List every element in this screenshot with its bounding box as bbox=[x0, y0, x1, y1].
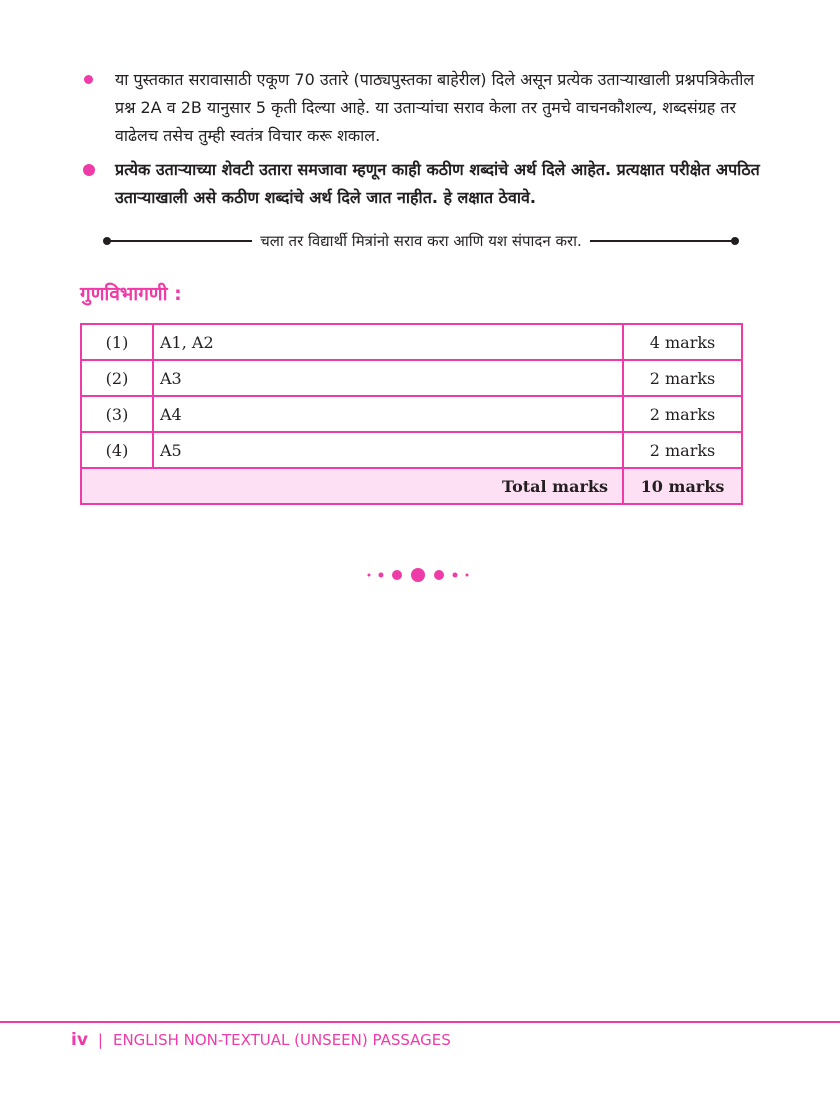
row-label: A5 bbox=[153, 432, 623, 468]
row-marks: 2 marks bbox=[623, 432, 742, 468]
divider bbox=[590, 240, 736, 242]
row-number: (2) bbox=[81, 360, 153, 396]
row-label: A1, A2 bbox=[153, 324, 623, 360]
instruction-item bbox=[82, 66, 762, 150]
dots-ornament-icon bbox=[360, 565, 480, 585]
book-title: ENGLISH NON-TEXTUAL (UNSEEN) PASSAGES bbox=[112, 1031, 451, 1049]
page-footer bbox=[71, 1030, 451, 1050]
bullet-dot-icon bbox=[84, 75, 93, 84]
instruction-item bbox=[82, 156, 762, 212]
row-label: A4 bbox=[153, 396, 623, 432]
marks-heading: गुणविभागणी : bbox=[80, 283, 182, 305]
row-number: (4) bbox=[81, 432, 153, 468]
encouragement-line bbox=[106, 228, 736, 254]
table-row bbox=[81, 360, 742, 396]
footer-separator: | bbox=[97, 1031, 103, 1049]
row-marks: 2 marks bbox=[623, 360, 742, 396]
table-row bbox=[81, 324, 742, 360]
total-row bbox=[81, 468, 742, 504]
bullet-dot-icon bbox=[83, 164, 95, 176]
total-label: Total marks bbox=[81, 468, 623, 504]
footer-rule bbox=[0, 1021, 840, 1023]
row-marks: 2 marks bbox=[623, 396, 742, 432]
encouragement-text: चला तर विद्यार्थी मित्रांनो सराव करा आणि यश संपादन करा. bbox=[260, 232, 582, 250]
page-number: iv bbox=[71, 1030, 88, 1050]
table-row bbox=[81, 432, 742, 468]
instruction-text: प्रत्येक उताऱ्याच्या शेवटी उतारा समजावा म्हणून काही कठीण शब्दांचे अर्थ दिले आहेत. प्रत्यक्षात परीक्षेत अपठित उताऱ्याखाली असे कठीण शब्दांचे अर्थ दिले जात नाहीत. हे लक्षात ठेवावे. bbox=[115, 160, 760, 207]
row-label: A3 bbox=[153, 360, 623, 396]
row-marks: 4 marks bbox=[623, 324, 742, 360]
table-row bbox=[81, 396, 742, 432]
instruction-list bbox=[82, 66, 762, 212]
row-number: (1) bbox=[81, 324, 153, 360]
total-value: 10 marks bbox=[623, 468, 742, 504]
row-number: (3) bbox=[81, 396, 153, 432]
instruction-text: या पुस्तकात सरावासाठी एकूण 70 उतारे (पाठ्यपुस्तका बाहेरील) दिले असून प्रत्येक उताऱ्याखाली प्रश्नपत्रिकेतील प्रश्न 2A व 2B यानुसार 5 कृती दिल्या आहे. या उताऱ्यांचा सराव केला तर तुमचे वाचनकौशल्य, शब्दसंग्रह तर वाढेलच तसेच तुम्ही स्वतंत्र विचार करू शकाल. bbox=[115, 70, 755, 145]
divider bbox=[106, 240, 252, 242]
marks-table bbox=[80, 323, 743, 505]
